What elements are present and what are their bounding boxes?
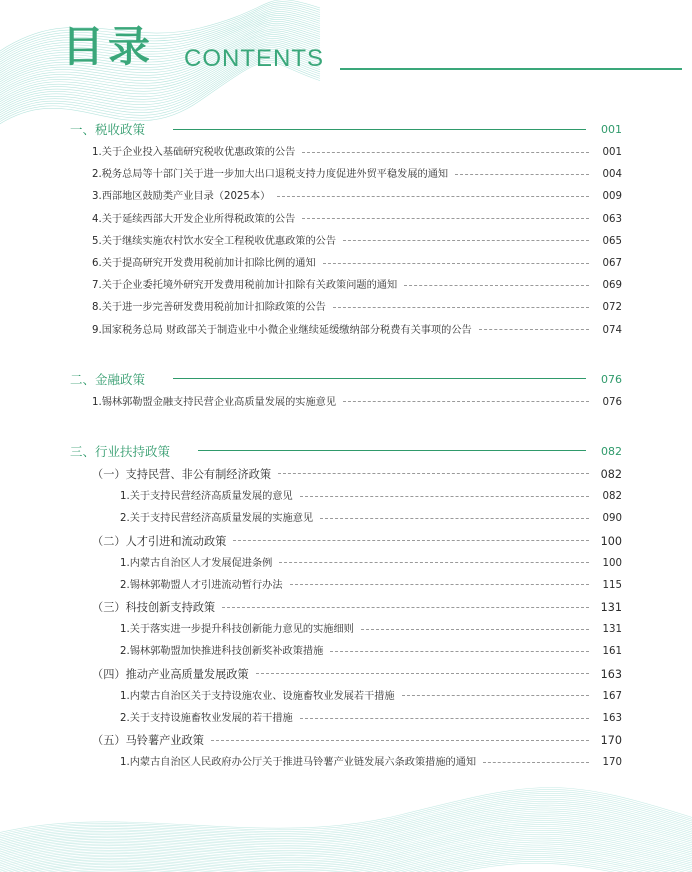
page-number: 082 [600, 467, 622, 481]
section-spacer [70, 414, 622, 440]
subsection-title: （四）推动产业高质量发展政策 [92, 667, 249, 681]
page-number: 065 [602, 235, 622, 247]
entry-title: 2.税务总局等十部门关于进一步加大出口退税支持力度促进外贸平稳发展的通知 [92, 169, 449, 181]
entry-title: 6.关于提高研究开发费用税前加计扣除比例的通知 [92, 258, 316, 270]
title-rule [340, 68, 682, 70]
entry-title: 1.关于支持民营经济高质量发展的意见 [120, 491, 293, 503]
entry-title: 1.内蒙古自治区人才发展促进条例 [120, 557, 273, 569]
page-number: 004 [602, 169, 622, 181]
page-number: 161 [602, 646, 622, 658]
entry-title: 1.关于落实进一步提升科技创新能力意见的实施细则 [120, 624, 354, 636]
entry-title: 1.锡林郭勒盟金融支持民营企业高质量发展的实施意见 [92, 396, 337, 408]
leader-line [455, 174, 589, 175]
toc-section[interactable] [70, 118, 622, 142]
toc-subsection[interactable] [70, 730, 622, 752]
page-number: 067 [602, 258, 622, 270]
page-number: 082 [601, 444, 622, 458]
toc-entry[interactable] [70, 575, 622, 597]
subsection-title: （三）科技创新支持政策 [92, 601, 216, 615]
page-number: 163 [602, 713, 622, 725]
leader-line [300, 718, 589, 719]
leader-line [343, 401, 589, 402]
entry-title: 5.关于继续实施农村饮水安全工程税收优惠政策的公告 [92, 235, 337, 247]
leader-line [404, 285, 589, 286]
subsection-title: （五）马铃薯产业政策 [92, 734, 204, 748]
toc-entry[interactable] [70, 619, 622, 641]
entry-title: 7.关于企业委托境外研究开发费用税前加计扣除有关政策问题的通知 [92, 280, 398, 292]
page-number: 131 [602, 624, 622, 636]
section-spacer [70, 342, 622, 368]
toc-entry[interactable] [70, 508, 622, 530]
page-number: 001 [601, 123, 622, 136]
leader-line [361, 629, 589, 630]
entry-title: 1.内蒙古自治区关于支持设施农业、设施畜牧业发展若干措施 [120, 690, 395, 702]
toc-entry[interactable] [70, 275, 622, 297]
leader-line [483, 762, 589, 763]
subsection-title: （一）支持民营、非公有制经济政策 [92, 467, 272, 481]
leader-line [277, 196, 589, 197]
toc-entry[interactable] [70, 752, 622, 774]
leader-line [279, 562, 589, 563]
page-number: 009 [602, 191, 622, 203]
section-title: 一、税收政策 [70, 122, 146, 137]
leader-line [330, 651, 589, 652]
page-number: 069 [602, 280, 622, 292]
leader-line [211, 740, 589, 741]
subsection-title: （二）人才引进和流动政策 [92, 534, 227, 548]
toc-subsection[interactable] [70, 597, 622, 619]
leader-line [343, 240, 589, 241]
leader-line [302, 218, 589, 219]
toc-entry[interactable] [70, 209, 622, 231]
page-number: 170 [600, 734, 622, 748]
page-subtitle: CONTENTS [184, 45, 324, 72]
entry-title: 1.关于企业投入基础研究税收优惠政策的公告 [92, 147, 296, 159]
toc-entry[interactable] [70, 486, 622, 508]
page-number: 074 [602, 324, 622, 336]
toc-entry[interactable] [70, 641, 622, 663]
leader-line [173, 129, 586, 130]
page-number: 090 [602, 513, 622, 525]
page-number: 076 [602, 396, 622, 408]
entry-title: 2.锡林郭勒盟人才引进流动暂行办法 [120, 579, 283, 591]
page-number: 115 [602, 579, 622, 591]
leader-line [256, 673, 589, 674]
leader-line [402, 695, 589, 696]
toc-subsection[interactable] [70, 464, 622, 486]
toc-entry[interactable] [70, 392, 622, 414]
toc-entry[interactable] [70, 231, 622, 253]
leader-line [290, 584, 589, 585]
leader-line [233, 540, 589, 541]
table-of-contents [70, 118, 622, 775]
page-number: 131 [600, 601, 622, 615]
toc-header [62, 22, 682, 74]
page-number: 163 [600, 667, 622, 681]
toc-entry[interactable] [70, 708, 622, 730]
page-title: 目录 [62, 22, 155, 71]
leader-line [300, 496, 589, 497]
toc-section[interactable] [70, 368, 622, 392]
entry-title: 2.关于支持民营经济高质量发展的实施意见 [120, 513, 314, 525]
leader-line [479, 329, 589, 330]
page-number: 076 [601, 372, 622, 386]
page-number: 100 [602, 557, 622, 569]
leader-line [198, 450, 586, 451]
page-number: 167 [602, 690, 622, 702]
toc-entry[interactable] [70, 686, 622, 708]
section-title: 二、金融政策 [70, 371, 146, 387]
entry-title: 9.国家税务总局 财政部关于制造业中小微企业继续延缓缴纳部分税费有关事项的公告 [92, 324, 472, 336]
entry-title: 1.内蒙古自治区人民政府办公厅关于推进马铃薯产业链发展六条政策措施的通知 [120, 757, 477, 769]
leader-line [278, 473, 589, 474]
entry-title: 3.西部地区鼓励类产业目录（2025本） [92, 191, 271, 203]
toc-subsection[interactable] [70, 530, 622, 552]
toc-subsection[interactable] [70, 664, 622, 686]
entry-title: 4.关于延续西部大开发企业所得税政策的公告 [92, 213, 296, 225]
toc-entry[interactable] [70, 164, 622, 186]
page-number: 063 [602, 213, 622, 225]
leader-line [222, 607, 589, 608]
leader-line [323, 263, 589, 264]
section-title: 三、行业扶持政策 [70, 443, 171, 459]
toc-entry[interactable] [70, 320, 622, 342]
toc-entry[interactable] [70, 142, 622, 164]
entry-title: 8.关于进一步完善研发费用税前加计扣除政策的公告 [92, 302, 326, 314]
page-number: 100 [600, 534, 622, 548]
entry-title: 2.锡林郭勒盟加快推进科技创新奖补政策措施 [120, 646, 324, 658]
toc-entry[interactable] [70, 186, 622, 208]
toc-entry[interactable] [70, 553, 622, 575]
leader-line [320, 518, 589, 519]
leader-line [173, 378, 586, 379]
page-number: 082 [602, 491, 622, 503]
toc-entry[interactable] [70, 253, 622, 275]
toc-entry[interactable] [70, 297, 622, 319]
page-number: 001 [602, 147, 622, 159]
entry-title: 2.关于支持设施畜牧业发展的若干措施 [120, 713, 293, 725]
leader-line [333, 307, 589, 308]
toc-section[interactable] [70, 440, 622, 464]
page-number: 170 [602, 757, 622, 769]
leader-line [302, 152, 589, 153]
page-number: 072 [602, 302, 622, 314]
